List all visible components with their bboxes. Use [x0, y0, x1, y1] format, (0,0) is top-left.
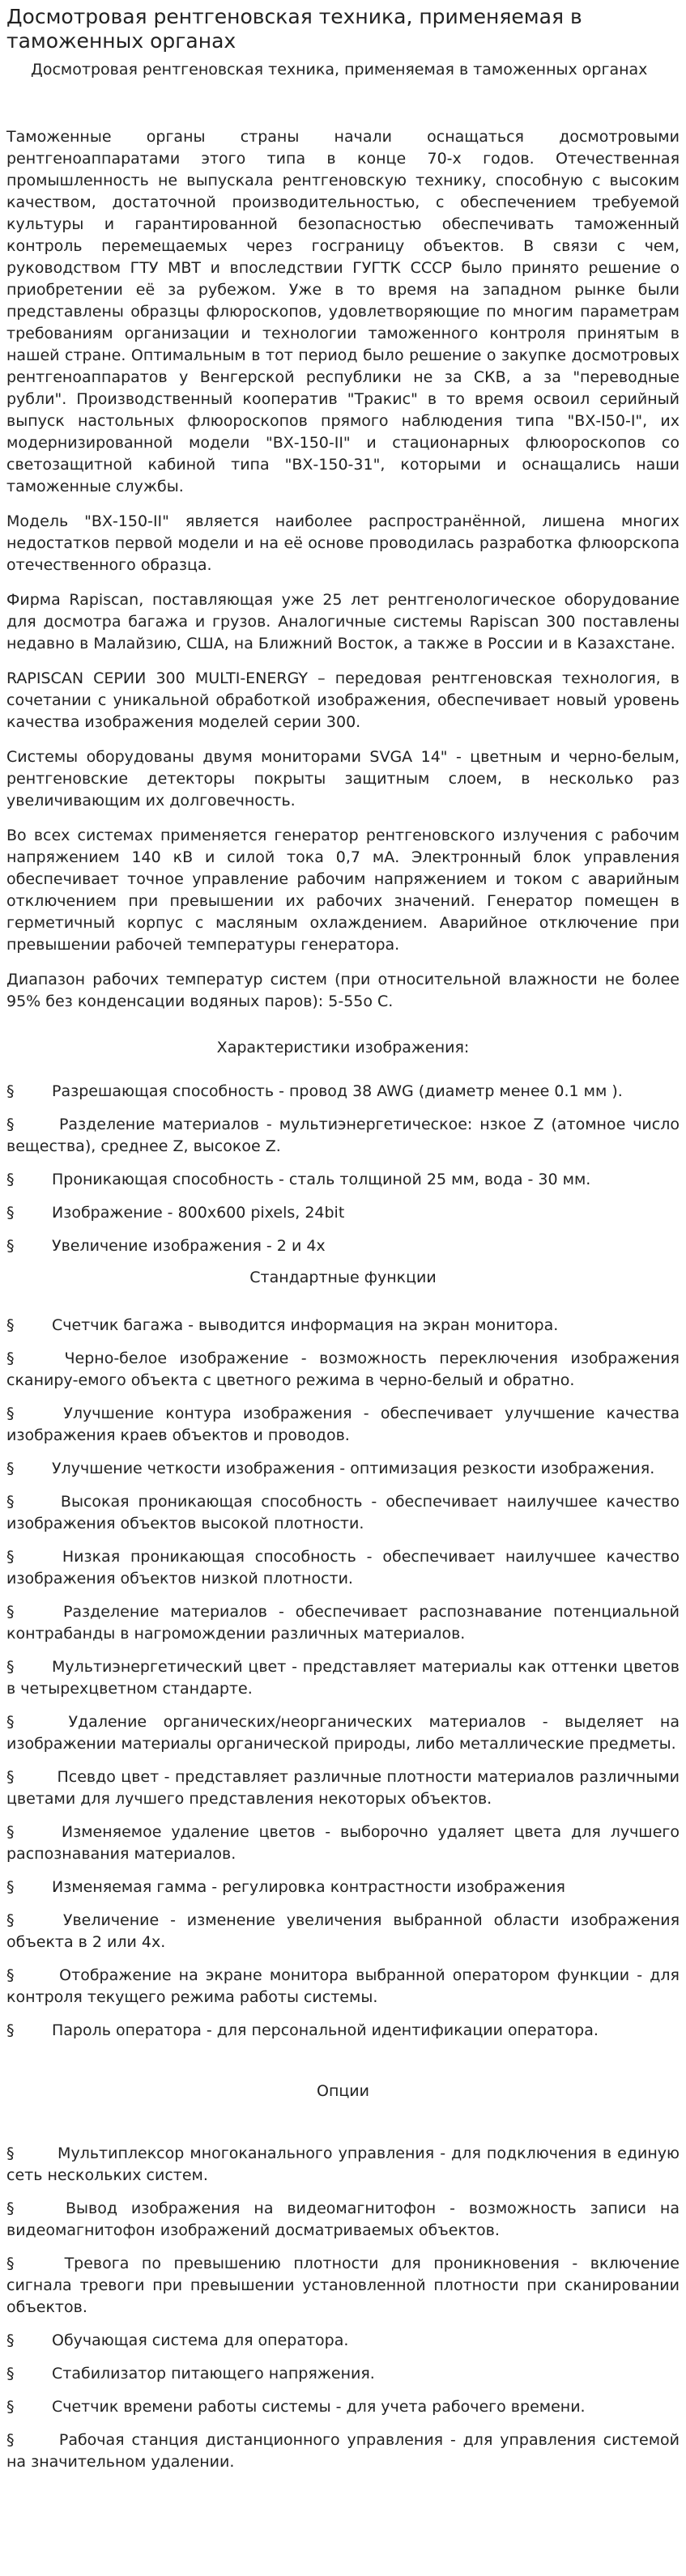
section-sign-bullet: § [6, 1204, 15, 1222]
spacer [6, 104, 680, 126]
list-item-text: Проникающая способность - сталь толщиной 25 мм, вода - 30 мм. [52, 1171, 591, 1188]
list-item-text: Счетчик багажа - выводится информация на экран монитора. [52, 1316, 559, 1334]
section-sign-bullet: § [6, 1171, 15, 1188]
list-item [6, 1403, 680, 1447]
page-subtitle: Досмотровая рентгеновская техника, применяемая в таможенных органах [31, 61, 648, 79]
section-sign-bullet: § [6, 1603, 15, 1621]
list-item-text: Разделение материалов - мультиэнергетическое: нзкое Z (атомное число вещества), среднее Z, высокое Z. [6, 1116, 680, 1155]
list-item [6, 2253, 680, 2319]
list-item [6, 1202, 680, 1224]
list-item-text: Обучающая система для оператора. [52, 2332, 349, 2349]
standard-functions-list [6, 1315, 680, 2042]
section-sign-bullet: § [6, 2332, 15, 2349]
list-item-text: Псевдо цвет - представляет различные плотности материалов различными цветами для лучшего представления некоторых объектов. [6, 1768, 680, 1808]
list-item-text: Разделение материалов - обеспечивает распознавание потенциальной контрабанды в нагромождении различных материалов. [6, 1603, 680, 1643]
list-item [6, 1235, 680, 1257]
list-item-text: Высокая проникающая способность - обеспечивает наилучшее качество изображения объектов высокой плотности. [6, 1493, 680, 1532]
section-sign-bullet: § [6, 2021, 15, 2039]
list-item-text: Разрешающая способность - провод 38 AWG (диаметр менее 0.1 мм ). [52, 1082, 623, 1100]
section-sign-bullet: § [6, 2431, 15, 2449]
list-item-text: Стабилизатор питающего напряжения. [52, 2365, 375, 2383]
list-item [6, 1169, 680, 1191]
section-sign-bullet: § [6, 1658, 15, 1676]
list-item-text: Увеличение изображения - 2 и 4х [52, 1237, 326, 1255]
list-item-text: Вывод изображения на видеомагнитофон - возможность записи на видеомагнитофон изображений досматриваемых объектов. [6, 2200, 680, 2239]
list-item [6, 1656, 680, 1700]
image-characteristics-list [6, 1081, 680, 1257]
section-sign-bullet: § [6, 1768, 15, 1786]
list-item-text: Улучшение контура изображения - обеспечивает улучшение качества изображения краев объектов и проводов. [6, 1405, 680, 1444]
list-item-text: Изменяемое удаление цветов - выборочно удаляет цвета для лучшего распознавания материалов. [6, 1823, 680, 1863]
intro-paragraphs [6, 126, 680, 1013]
paragraph: Таможенные органы страны начали оснащаться досмотровыми рентгеноаппаратами этого типа в конце 70-х годов. Отечественная промышленность не выпускала рентгеновскую технику, способную с высоким качеством, достаточной производительностью, с обеспечением требуемой культуры и гарантированной безопасностью обеспечивать таможенный контроль перемещаемых через госграницу объектов. В связи с чем, руководством ГТУ МВТ и впоследствии ГУГТК СССР было принято решение о приобретении её за рубежом. Уже в то время на западном рынке были представлены образцы флюроскопов, удовлетворяющие по многим параметрам требованиям организации и технологии таможенного контроля принятым в нашей стране. Оптимальным в тот период было решение о закупке досмотровых рентгеноаппаратов у Венгерской республики не за СКВ, а за "переводные рубли". Производственный кооператив "Тракис" в то время освоил серийный выпуск настольных флюороскопов прямого наблюдения типа "ВХ-I50-I", их модернизированной модели "ВХ-150-II" и стационарных флюороскопов со светозащитной кабиной типа "ВХ-150-31", которыми и оснащались наши таможенные службы. [6, 128, 680, 495]
list-item [6, 1546, 680, 1590]
paragraph: Во всех системах применяется генератор рентгеновского излучения с рабочим напряжением 140 кВ и силой тока 0,7 мА. Электронный блок управления обеспечивает точное управление рабочим напряжением и током с аварийным отключением при превышении их рабочих значений. Генератор помещен в герметичный корпус с масляным охлаждением. Аварийное отключение при превышении рабочей температуры генератора. [6, 827, 680, 954]
section-sign-bullet: § [6, 1966, 15, 1984]
list-item-text: Рабочая станция дистанционного управления - для управления системой на значительном удалении. [6, 2431, 680, 2471]
section-sign-bullet: § [6, 2365, 15, 2383]
list-item [6, 1711, 680, 1755]
section-sign-bullet: § [6, 1548, 15, 1566]
list-item-text: Тревога по превышению плотности для проникновения - включение сигнала тревоги при превышении установленной плотности при сканировании объектов. [6, 2255, 680, 2316]
image-characteristics-heading: Характеристики изображения: [216, 1039, 470, 1056]
list-item-text: Изменяемая гамма - регулировка контрастности изображения [52, 1878, 565, 1896]
list-item [6, 2363, 680, 2385]
list-item [6, 1601, 680, 1645]
standard-functions-heading: Стандартные функции [249, 1269, 437, 1286]
section-sign-bullet: § [6, 2255, 15, 2272]
section-sign-bullet: § [6, 1878, 15, 1896]
list-item-text: Низкая проникающая способность - обеспечивает наилучшее качество изображения объектов низкой плотности. [6, 1548, 680, 1588]
section-sign-bullet: § [6, 1082, 15, 1100]
list-item-text: Мультиплексор многоканального управления - для подключения в единую сеть нескольких систем. [6, 2145, 680, 2184]
list-item-text: Пароль оператора - для персональной идентификации оператора. [52, 2021, 599, 2039]
section-sign-bullet: § [6, 1823, 15, 1841]
list-item [6, 1491, 680, 1535]
list-item [6, 1114, 680, 1158]
section-sign-bullet: § [6, 1460, 15, 1477]
list-item [6, 1081, 680, 1103]
list-item [6, 2020, 680, 2042]
section-sign-bullet: § [6, 1350, 15, 1367]
list-item [6, 2396, 680, 2418]
paragraph: Модель "ВХ-150-II" является наиболее распространённой, лишена многих недостатков первой модели и на её основе проводилась разработка флюорскопа отечественного образца. [6, 512, 680, 574]
list-item [6, 1458, 680, 1480]
options-list [6, 2143, 680, 2473]
list-item-text: Отображение на экране монитора выбранной оператором функции - для контроля текущего режима работы системы. [6, 1966, 680, 2006]
section-sign-bullet: § [6, 1116, 15, 1133]
section-sign-bullet: § [6, 1405, 15, 1422]
list-item-text: Мультиэнергетический цвет - представляет материалы как оттенки цветов в четырехцветном стандарте. [6, 1658, 680, 1698]
list-item [6, 1315, 680, 1337]
section-sign-bullet: § [6, 2145, 15, 2162]
list-item-text: Увеличение - изменение увеличения выбранной области изображения объекта в 2 или 4х. [6, 1911, 680, 1951]
paragraph: Диапазон рабочих температур систем (при относительной влажности не более 95% без конденсации водяных паров): 5-55о С. [6, 971, 680, 1010]
list-item-text: Черно-белое изображение - возможность переключения изображения сканиру-емого объекта с цветного режима в черно-белый и обратно. [6, 1350, 680, 1389]
list-item-text: Удаление органических/неорганических материалов - выделяет на изображении материалы органической природы, либо металлические предметы. [6, 1713, 680, 1753]
paragraph: Системы оборудованы двумя мониторами SVGA 14" - цветным и черно-белым, рентгеновские детекторы покрыты защитным слоем, в несколько раз увеличивающим их долговечность. [6, 748, 680, 810]
section-sign-bullet: § [6, 1316, 15, 1334]
list-item [6, 1965, 680, 2009]
page-title: Досмотровая рентгеновская техника, применяемая в таможенных органах [6, 5, 582, 53]
section-sign-bullet: § [6, 1493, 15, 1511]
list-item-text: Изображение - 800х600 pixels, 24bit [52, 1204, 345, 1222]
list-item [6, 2198, 680, 2242]
list-item [6, 1766, 680, 1810]
list-item [6, 1821, 680, 1865]
paragraph: RAPISCAN СЕРИИ 300 MULTI-ENERGY – передовая рентгеновская технология, в сочетании с уникальной обработкой изображения, обеспечивает новый уровень качества изображения моделей серии 300. [6, 670, 680, 731]
list-item [6, 2429, 680, 2473]
list-item [6, 1910, 680, 1953]
list-item [6, 1877, 680, 1898]
section-sign-bullet: § [6, 1713, 15, 1731]
list-item [6, 2330, 680, 2352]
list-item-text: Улучшение четкости изображения - оптимизация резкости изображения. [52, 1460, 655, 1477]
list-item [6, 2143, 680, 2187]
list-item-text: Счетчик времени работы системы - для учета рабочего времени. [52, 2398, 586, 2416]
section-sign-bullet: § [6, 1911, 15, 1929]
section-sign-bullet: § [6, 2398, 15, 2416]
list-item [6, 1348, 680, 1392]
paragraph: Фирма Rapiscan, поставляющая уже 25 лет рентгенологическое оборудование для досмотра багажа и грузов. Аналогичные системы Rapiscan 300 поставлены недавно в Малайзию, США, на Ближний Восток, а также в России и в Казахстане. [6, 591, 680, 653]
section-sign-bullet: § [6, 2200, 15, 2217]
section-sign-bullet: § [6, 1237, 15, 1255]
options-heading: Опции [316, 2082, 369, 2100]
